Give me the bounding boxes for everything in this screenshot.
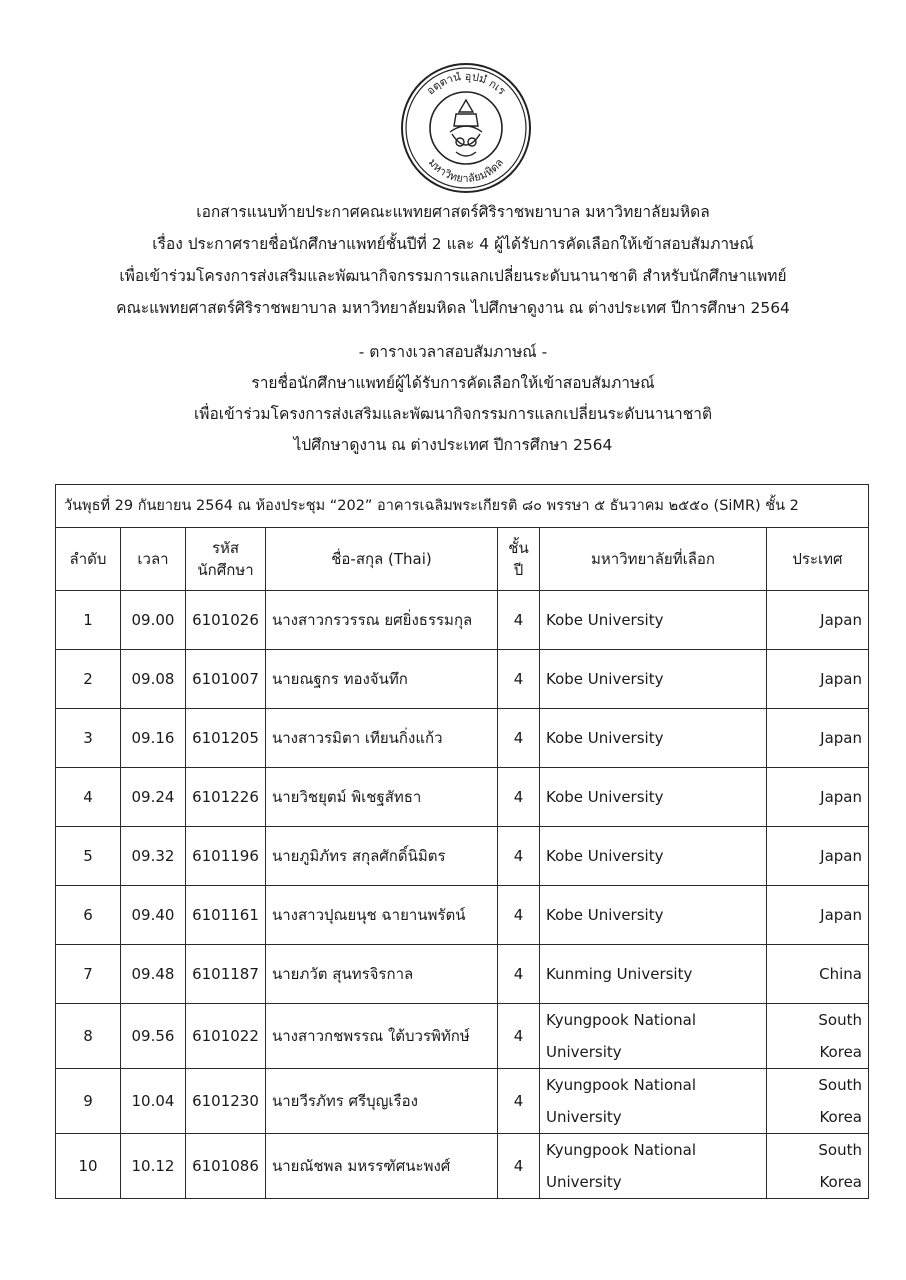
header-year-line-2: ปี [513,561,524,579]
cell-student-id: 6101022 [186,1004,266,1069]
header-university: มหาวิทยาลัยที่เลือก [540,528,767,591]
table-row [56,1069,869,1134]
table-row [56,827,869,886]
header-country: ประเทศ [767,528,869,591]
cell-country [767,1004,869,1069]
interview-schedule-table [55,484,869,1199]
cell-year: 4 [498,1134,540,1199]
table-caption: วันพุธที่ 29 กันยายน 2564 ณ ห้องประชุม “202” อาคารเฉลิมพระเกียรติ ๘๐ พรรษา ๕ ธันวาคม ๒๕๕๐ (SiMR) ชั้น 2 [56,485,869,528]
header-line-1: เอกสารแนบท้ายประกาศคณะแพทยศาสตร์ศิริราชพยาบาล มหาวิทยาลัยมหิดล [196,203,710,221]
cell-country-line-1: South [818,1011,862,1029]
cell-university: Kobe University [540,650,767,709]
header-student-id [186,528,266,591]
cell-country-line-1: South [818,1141,862,1159]
header-student-id-line-1: รหัส [211,539,240,557]
cell-time: 09.00 [121,591,186,650]
cell-time: 09.48 [121,945,186,1004]
cell-year: 4 [498,1004,540,1069]
header-name: ชื่อ-สกุล (Thai) [266,528,498,591]
cell-year: 4 [498,827,540,886]
header-year-line-1: ชั้น [508,539,529,557]
header-line-4: คณะแพทยศาสตร์ศิริราชพยาบาล มหาวิทยาลัยมหิดล ไปศึกษาดูงาน ณ ต่างประเทศ ปีการศึกษา 2564 [116,299,790,317]
cell-student-id: 6101007 [186,650,266,709]
cell-university-line-2: University [546,1108,622,1126]
cell-name: นายวีรภัทร ศรีบุญเรือง [266,1069,498,1134]
cell-time: 09.32 [121,827,186,886]
cell-university: Kobe University [540,827,767,886]
cell-university-line-2: University [546,1043,622,1061]
cell-country: Japan [767,886,869,945]
cell-university-line-2: University [546,1173,622,1191]
cell-country: Japan [767,768,869,827]
cell-university: Kunming University [540,945,767,1004]
table-row [56,591,869,650]
cell-year: 4 [498,945,540,1004]
table-row [56,1004,869,1069]
cell-university: Kobe University [540,768,767,827]
cell-country: Japan [767,827,869,886]
cell-year: 4 [498,1069,540,1134]
schedule-heading [40,337,866,461]
cell-university [540,1134,767,1199]
header-year [498,528,540,591]
table-row [56,768,869,827]
cell-university-line-1: Kyungpook National [546,1011,696,1029]
svg-text:มหาวิทยาลัยมหิดล: มหาวิทยาลัยมหิดล [425,156,507,186]
header-time: เวลา [121,528,186,591]
cell-name: นายวิชยุตม์ พิเชฐสัทธา [266,768,498,827]
cell-country-line-2: Korea [819,1173,862,1191]
cell-year: 4 [498,591,540,650]
cell-order: 9 [56,1069,121,1134]
cell-name: นายภูมิภัทร สกุลศักดิ์นิมิตร [266,827,498,886]
cell-university [540,1069,767,1134]
cell-student-id: 6101187 [186,945,266,1004]
cell-country-line-1: South [818,1076,862,1094]
table-row [56,886,869,945]
cell-country [767,1134,869,1199]
cell-university-line-1: Kyungpook National [546,1076,696,1094]
cell-order: 7 [56,945,121,1004]
schedule-line-2: เพื่อเข้าร่วมโครงการส่งเสริมและพัฒนากิจกรรมการแลกเปลี่ยนระดับนานาชาติ [193,405,713,423]
cell-student-id: 6101230 [186,1069,266,1134]
table-row [56,650,869,709]
cell-time: 09.16 [121,709,186,768]
cell-order: 3 [56,709,121,768]
document-header [40,196,866,324]
cell-time: 09.24 [121,768,186,827]
table-row [56,709,869,768]
header-line-3: เพื่อเข้าร่วมโครงการส่งเสริมและพัฒนากิจกรรมการแลกเปลี่ยนระดับนานาชาติ สำหรับนักศึกษาแพทย์ [119,267,787,285]
schedule-line-1: รายชื่อนักศึกษาแพทย์ผู้ได้รับการคัดเลือกให้เข้าสอบสัมภาษณ์ [251,374,655,392]
cell-order: 4 [56,768,121,827]
cell-order: 1 [56,591,121,650]
cell-university: Kobe University [540,591,767,650]
cell-year: 4 [498,650,540,709]
cell-country: China [767,945,869,1004]
cell-time: 09.56 [121,1004,186,1069]
cell-student-id: 6101196 [186,827,266,886]
cell-university: Kobe University [540,709,767,768]
cell-country: Japan [767,709,869,768]
cell-country-line-2: Korea [819,1108,862,1126]
cell-student-id: 6101226 [186,768,266,827]
cell-order: 10 [56,1134,121,1199]
cell-time: 09.40 [121,886,186,945]
cell-time: 10.04 [121,1069,186,1134]
header-student-id-line-2: นักศึกษา [197,561,254,579]
cell-name: นางสาวกรวรรณ ยศยิ่งธรรมกุล [266,591,498,650]
cell-time: 10.12 [121,1134,186,1199]
cell-time: 09.08 [121,650,186,709]
cell-year: 4 [498,886,540,945]
cell-order: 5 [56,827,121,886]
cell-student-id: 6101161 [186,886,266,945]
svg-text:อตฺตานํ อุปมํ กเร: อตฺตานํ อุปมํ กเร [423,69,509,98]
cell-student-id: 6101086 [186,1134,266,1199]
cell-student-id: 6101026 [186,591,266,650]
cell-name: นางสาวกชพรรณ ใต้บวรพิทักษ์ [266,1004,498,1069]
cell-order: 6 [56,886,121,945]
cell-country: Japan [767,650,869,709]
table-row [56,1134,869,1199]
cell-country-line-2: Korea [819,1043,862,1061]
table-row [56,945,869,1004]
cell-name: นายณฐกร ทองจันทึก [266,650,498,709]
cell-year: 4 [498,768,540,827]
cell-name: นางสาวรมิตา เทียนกิ่งแก้ว [266,709,498,768]
cell-university-line-1: Kyungpook National [546,1141,696,1159]
cell-country [767,1069,869,1134]
table-body [56,591,869,1199]
cell-student-id: 6101205 [186,709,266,768]
cell-year: 4 [498,709,540,768]
cell-name: นางสาวปุณยนุช ฉายานพรัตน์ [266,886,498,945]
schedule-title: - ตารางเวลาสอบสัมภาษณ์ - [358,343,548,361]
cell-university [540,1004,767,1069]
cell-order: 8 [56,1004,121,1069]
header-line-2: เรื่อง ประกาศรายชื่อนักศึกษาแพทย์ชั้นปีที่ 2 และ 4 ผู้ได้รับการคัดเลือกให้เข้าสอบสัมภาษณ์ [152,235,754,253]
cell-university: Kobe University [540,886,767,945]
header-order: ลำดับ [56,528,121,591]
cell-order: 2 [56,650,121,709]
cell-name: นายภวัต สุนทรจิรกาล [266,945,498,1004]
schedule-line-3: ไปศึกษาดูงาน ณ ต่างประเทศ ปีการศึกษา 2564 [293,436,613,454]
cell-name: นายณัชพล มหรรฑัศนะพงศ์ [266,1134,498,1199]
cell-country: Japan [767,591,869,650]
table-header-row [56,528,869,591]
university-seal [398,60,534,196]
